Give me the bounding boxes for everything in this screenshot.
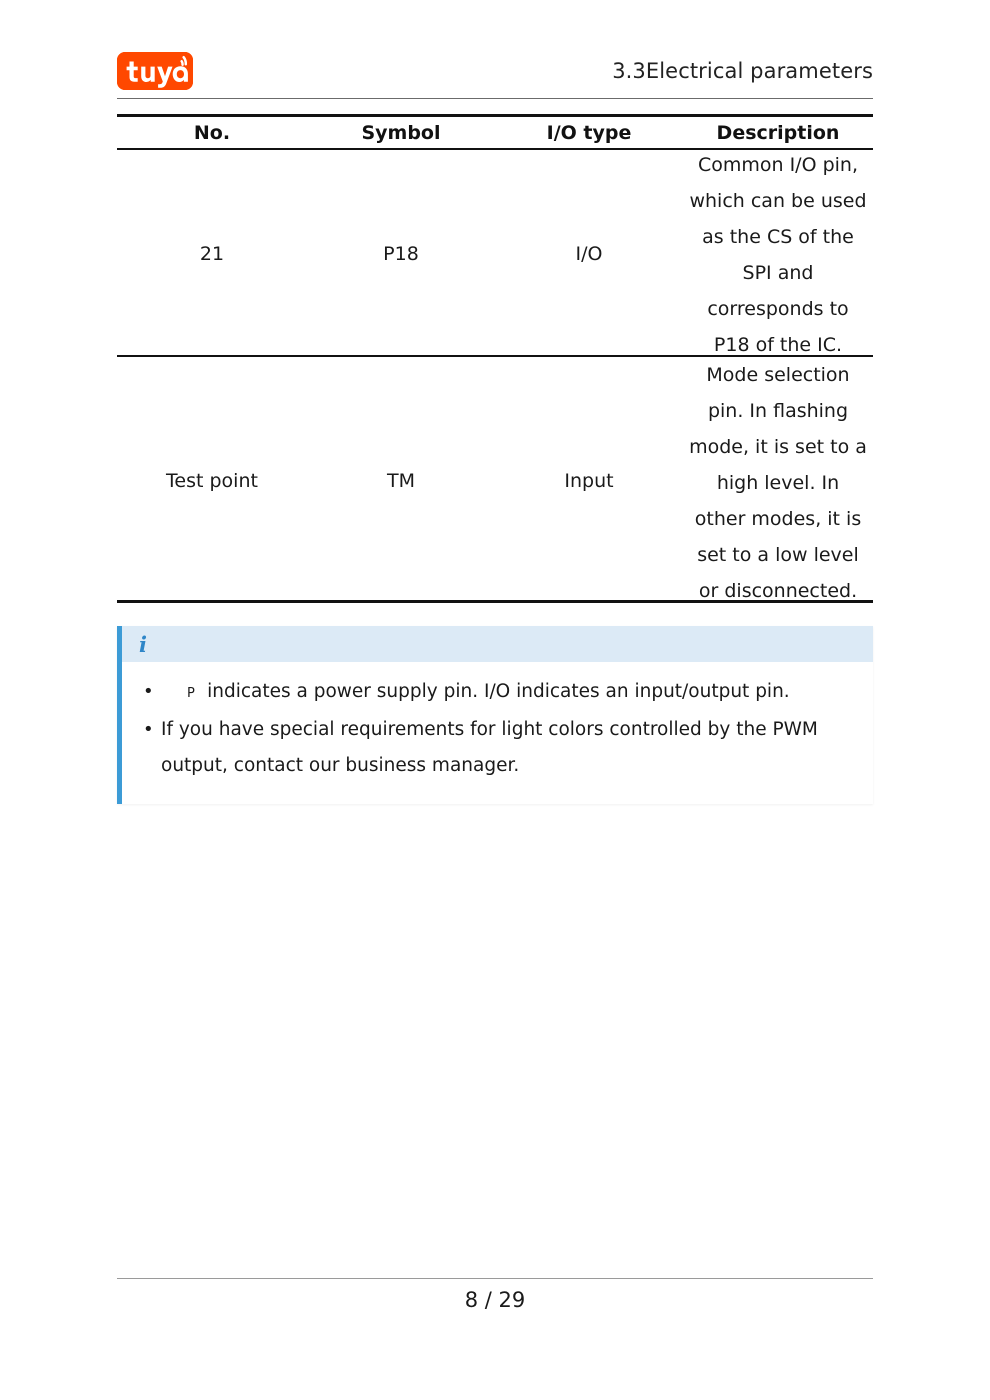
- table-row: Input: [564, 470, 614, 492]
- info-callout: [117, 626, 873, 804]
- callout-header: [122, 626, 873, 662]
- description-line: Mode selection: [706, 364, 850, 386]
- description-line: P18 of the IC.: [713, 334, 843, 356]
- table-row: I/O: [575, 243, 603, 265]
- description-line: Common I/O pin,: [697, 154, 859, 176]
- table-header-symbol: Symbol: [361, 122, 441, 144]
- description-line: pin. In flashing: [707, 400, 849, 422]
- page-header: [117, 44, 873, 98]
- table-top-rule: [117, 114, 873, 117]
- description-line: mode, it is set to a: [689, 436, 867, 458]
- description-line: which can be used: [689, 190, 867, 212]
- description-line: high level. In: [716, 472, 840, 494]
- table-row: [683, 147, 873, 363]
- table-row: TM: [387, 470, 415, 492]
- description-line: or disconnected.: [698, 580, 858, 602]
- page-title: 3.3Electrical parameters: [612, 59, 873, 83]
- description-line: as the CS of the: [702, 226, 854, 248]
- list-item-text: indicates a power supply pin. I/O indicates an input/output pin.: [207, 681, 790, 702]
- description-line: SPI and: [742, 262, 814, 284]
- list-item: [139, 712, 853, 748]
- callout-body: [122, 662, 873, 804]
- list-item-text: If you have special requirements for light colors controlled by the PWM: [161, 719, 818, 740]
- info-icon: i: [139, 631, 147, 657]
- table-row: Test point: [166, 470, 258, 492]
- description-line: other modes, it is: [694, 508, 862, 530]
- table-row: P18: [383, 243, 419, 265]
- tuya-logo: [117, 52, 193, 90]
- power-pin-symbol: P: [187, 686, 196, 701]
- table-header-no: No.: [193, 122, 231, 144]
- description-line: set to a low level: [697, 544, 859, 566]
- list-item-continuation: output, contact our business manager.: [161, 755, 520, 776]
- table-header-io-type: I/O type: [546, 122, 632, 144]
- table-header-description: Description: [716, 122, 840, 144]
- list-item: [139, 674, 853, 712]
- table-row: [683, 357, 873, 609]
- page-number: 8 / 29: [464, 1288, 526, 1312]
- table-row: 21: [199, 243, 225, 265]
- description-line: corresponds to: [707, 298, 849, 320]
- footer-divider: [117, 1278, 873, 1279]
- header-divider: [117, 98, 873, 99]
